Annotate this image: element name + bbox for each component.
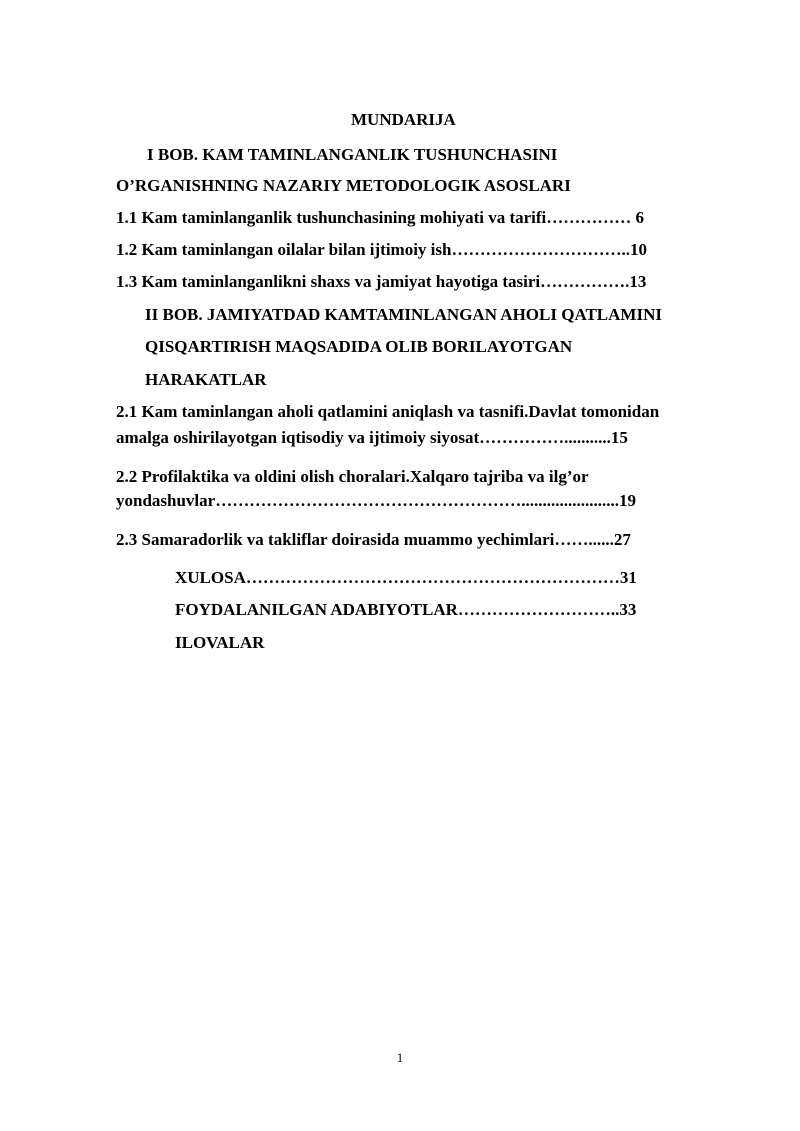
chapter-2-heading-line-1: II BOB. JAMIYATDAD KAMTAMINLANGAN AHOLI QATLAMINI bbox=[145, 305, 662, 324]
chapter-1-heading-line-2: O’RGANISHNING NAZARIY METODOLOGIK ASOSLARI bbox=[116, 176, 571, 195]
chapter-2-heading-line-2: QISQARTIRISH MAQSADIDA OLIB BORILAYOTGAN bbox=[145, 337, 573, 356]
toc-entry-2-2-line-2: yondashuvlar……………………………………………….......................19 bbox=[116, 491, 636, 510]
toc-entry-2-2-line-1: 2.2 Profilaktika va oldini olish choralari.Xalqaro tajriba va ilg’or bbox=[116, 467, 589, 486]
toc-entry-2-3: 2.3 Samaradorlik va takliflar doirasida muammo yechimlari……......27 bbox=[116, 530, 631, 549]
toc-bibliography: FOYDALANILGAN ADABIYOTLAR………………………..33 bbox=[175, 600, 637, 619]
toc-appendices: ILOVALAR bbox=[175, 633, 265, 652]
toc-entry-1-1: 1.1 Kam taminlanganlik tushunchasining mohiyati va tarifi…………… 6 bbox=[116, 208, 645, 227]
toc-entry-1-3: 1.3 Kam taminlanganlikni shaxs va jamiyat hayotiga tasiri…………….13 bbox=[116, 272, 647, 291]
page-number: 1 bbox=[396, 1050, 404, 1065]
chapter-2-heading-line-3: HARAKATLAR bbox=[145, 370, 267, 389]
toc-title: MUNDARIJA bbox=[351, 110, 456, 129]
toc-entry-2-1-line-2: amalga oshirilayotgan iqtisodiy va ijtimoiy siyosat……………...........15 bbox=[116, 428, 628, 447]
chapter-1-heading-line-1: I BOB. KAM TAMINLANGANLIK TUSHUNCHASINI bbox=[147, 145, 558, 164]
toc-entry-2-1-line-1: 2.1 Kam taminlangan aholi qatlamini aniqlash va tasnifi.Davlat tomonidan bbox=[116, 402, 660, 421]
toc-conclusion: XULOSA…………………………………………………………31 bbox=[175, 568, 637, 587]
toc-entry-1-2: 1.2 Kam taminlangan oilalar bilan ijtimoiy ish…………………………..10 bbox=[116, 240, 647, 259]
